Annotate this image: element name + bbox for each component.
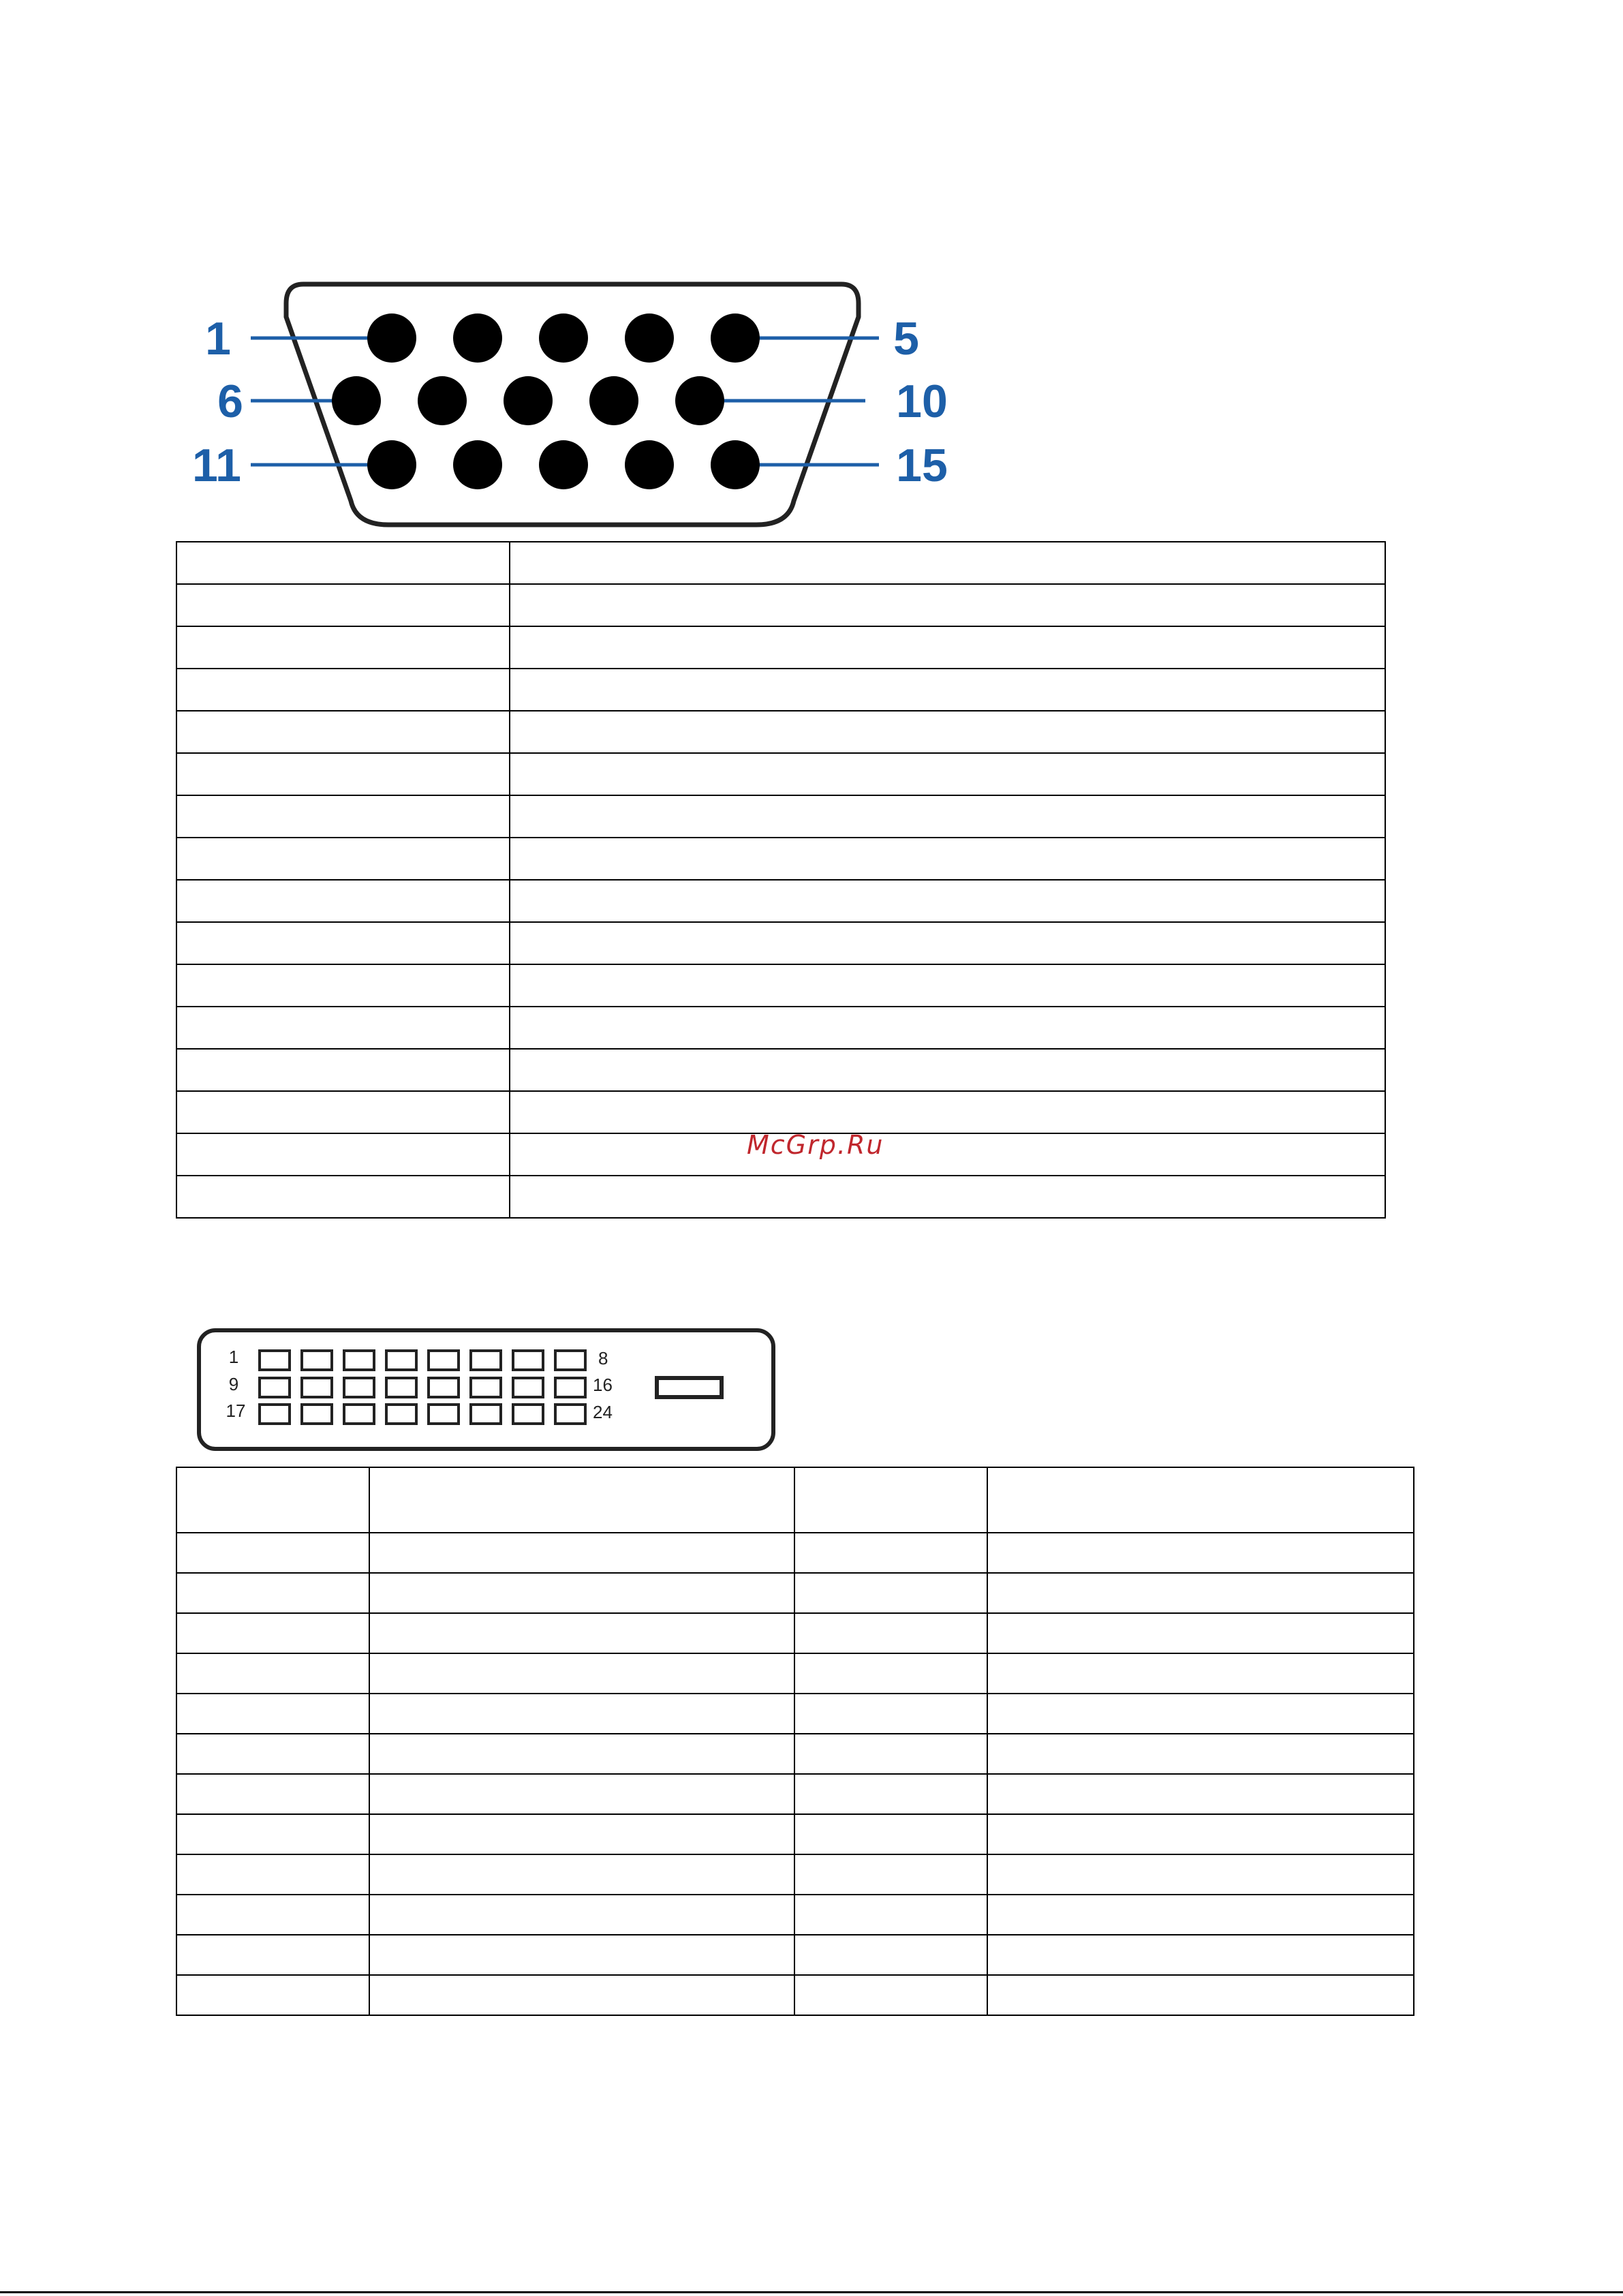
- table-cell: [510, 838, 1385, 880]
- table-row: [176, 795, 1385, 838]
- dvi-flat-blade: [657, 1378, 722, 1397]
- dvi-label-1: 1: [228, 1347, 239, 1367]
- table-cell: [176, 1895, 369, 1935]
- table-cell: [510, 964, 1385, 1007]
- dvi-pin: [386, 1351, 416, 1370]
- dvi-label-9: 9: [228, 1374, 239, 1394]
- table-row: [176, 1694, 1414, 1734]
- dvi-pin: [302, 1405, 332, 1424]
- vga-label-1: 1: [205, 313, 231, 365]
- table-cell: [369, 1694, 794, 1734]
- dvi-label-24: 24: [593, 1402, 613, 1422]
- table-row: [176, 1573, 1414, 1613]
- table-cell: [176, 1176, 510, 1218]
- table-cell: [176, 1613, 369, 1653]
- table-cell: [176, 1734, 369, 1774]
- table-cell: [510, 711, 1385, 753]
- dvi-pin: [260, 1405, 290, 1424]
- table-cell: [176, 880, 510, 922]
- table-row: [176, 542, 1385, 584]
- dvi-pin: [302, 1351, 332, 1370]
- table-cell: [987, 1935, 1414, 1975]
- table-cell: [987, 1533, 1414, 1573]
- dvi-pin: [513, 1405, 543, 1424]
- table-cell: [794, 1573, 987, 1613]
- vga-label-6: 6: [217, 376, 243, 427]
- dvi-pin: [471, 1378, 501, 1397]
- table-cell: [176, 711, 510, 753]
- table-row: [176, 584, 1385, 626]
- vga-label-15: 15: [896, 440, 948, 491]
- table-cell: [510, 626, 1385, 669]
- table-row: [176, 1613, 1414, 1653]
- table-cell: [794, 1814, 987, 1854]
- table-row: [176, 1895, 1414, 1935]
- dvi-pin: [260, 1378, 290, 1397]
- dvi-pin: [555, 1351, 585, 1370]
- table-cell: [794, 1653, 987, 1694]
- watermark: McGrp.Ru: [747, 1130, 884, 1160]
- table-row: [176, 922, 1385, 964]
- table-row: [176, 1975, 1414, 2015]
- dvi-pin: [555, 1405, 585, 1424]
- table-cell: [987, 1774, 1414, 1814]
- table-cell: [369, 1613, 794, 1653]
- table-cell: [176, 753, 510, 795]
- table-cell: [369, 1975, 794, 2015]
- table-row: [176, 669, 1385, 711]
- dvi-pin: [344, 1405, 374, 1424]
- table-cell: [510, 753, 1385, 795]
- table-row: [176, 880, 1385, 922]
- table-cell: [987, 1653, 1414, 1694]
- table-cell: [369, 1774, 794, 1814]
- table-cell: [176, 669, 510, 711]
- table-cell: [510, 1049, 1385, 1091]
- table-cell: [176, 838, 510, 880]
- vga-connector-diagram: [177, 269, 968, 535]
- table-cell: [176, 1694, 369, 1734]
- table-cell: [510, 669, 1385, 711]
- table-cell: [794, 1613, 987, 1653]
- table-cell: [794, 1533, 987, 1573]
- vga-label-5: 5: [893, 313, 919, 365]
- table-cell: [176, 1854, 369, 1895]
- table-cell: [987, 1573, 1414, 1613]
- table-cell: [369, 1467, 794, 1533]
- table-row: [176, 1854, 1414, 1895]
- vga-pin-table: [176, 541, 1386, 1219]
- table-cell: [987, 1613, 1414, 1653]
- table-cell: [794, 1694, 987, 1734]
- table-cell: [369, 1814, 794, 1854]
- vga-label-11: 11: [192, 440, 241, 491]
- dvi-pin: [471, 1351, 501, 1370]
- table-cell: [176, 1774, 369, 1814]
- table-cell: [987, 1814, 1414, 1854]
- table-row: [176, 626, 1385, 669]
- table-cell: [176, 964, 510, 1007]
- table-cell: [987, 1975, 1414, 2015]
- page-bottom-rule: [0, 2291, 1623, 2293]
- dvi-label-17: 17: [226, 1400, 246, 1421]
- table-cell: [369, 1854, 794, 1895]
- table-cell: [510, 1091, 1385, 1133]
- table-cell: [369, 1653, 794, 1694]
- table-cell: [510, 1007, 1385, 1049]
- table-cell: [794, 1895, 987, 1935]
- table-cell: [987, 1854, 1414, 1895]
- table-cell: [794, 1774, 987, 1814]
- dvi-pin: [513, 1378, 543, 1397]
- table-cell: [369, 1895, 794, 1935]
- table-cell: [794, 1975, 987, 2015]
- table-cell: [176, 1573, 369, 1613]
- dvi-pin: [555, 1378, 585, 1397]
- table-cell: [176, 795, 510, 838]
- table-row: [176, 1935, 1414, 1975]
- dvi-pin: [429, 1378, 459, 1397]
- table-cell: [510, 880, 1385, 922]
- dvi-pin: [471, 1405, 501, 1424]
- table-cell: [176, 1975, 369, 2015]
- table-cell: [794, 1734, 987, 1774]
- table-cell: [176, 1049, 510, 1091]
- dvi-pin-table: [176, 1467, 1415, 2016]
- dvi-pin: [260, 1351, 290, 1370]
- vga-label-10: 10: [896, 376, 948, 427]
- table-cell: [176, 1133, 510, 1176]
- table-row: [176, 1091, 1385, 1133]
- dvi-pin: [429, 1405, 459, 1424]
- table-cell: [510, 922, 1385, 964]
- table-cell: [510, 584, 1385, 626]
- table-row: [176, 711, 1385, 753]
- table-cell: [987, 1895, 1414, 1935]
- dvi-pin: [344, 1378, 374, 1397]
- table-cell: [176, 584, 510, 626]
- table-cell: [176, 1467, 369, 1533]
- table-row: [176, 964, 1385, 1007]
- table-row: [176, 1653, 1414, 1694]
- table-cell: [176, 922, 510, 964]
- dvi-pin: [386, 1405, 416, 1424]
- table-cell: [176, 626, 510, 669]
- table-row: [176, 1774, 1414, 1814]
- table-cell: [176, 542, 510, 584]
- table-cell: [510, 1176, 1385, 1218]
- dvi-pin: [386, 1378, 416, 1397]
- table-cell: [987, 1467, 1414, 1533]
- dvi-label-16: 16: [593, 1375, 613, 1395]
- table-row: [176, 838, 1385, 880]
- table-row: [176, 753, 1385, 795]
- table-cell: [176, 1935, 369, 1975]
- table-row: [176, 1049, 1385, 1091]
- table-row: [176, 1814, 1414, 1854]
- table-header-row: [176, 1467, 1414, 1533]
- table-cell: [176, 1653, 369, 1694]
- table-cell: [369, 1533, 794, 1573]
- table-cell: [510, 542, 1385, 584]
- table-cell: [176, 1007, 510, 1049]
- table-row: [176, 1734, 1414, 1774]
- table-cell: [987, 1734, 1414, 1774]
- table-cell: [510, 795, 1385, 838]
- table-cell: [176, 1814, 369, 1854]
- table-row: [176, 1533, 1414, 1573]
- table-row: [176, 1176, 1385, 1218]
- dvi-pin: [429, 1351, 459, 1370]
- table-cell: [794, 1935, 987, 1975]
- table-cell: [176, 1091, 510, 1133]
- table-cell: [176, 1533, 369, 1573]
- dvi-pin: [302, 1378, 332, 1397]
- dvi-pin: [344, 1351, 374, 1370]
- table-cell: [510, 1133, 1385, 1176]
- table-cell: [369, 1734, 794, 1774]
- dvi-label-8: 8: [598, 1348, 608, 1368]
- table-cell: [369, 1573, 794, 1613]
- dvi-connector-diagram: [191, 1322, 790, 1458]
- table-row: [176, 1007, 1385, 1049]
- table-cell: [987, 1694, 1414, 1734]
- dvi-pin: [513, 1351, 543, 1370]
- table-cell: [369, 1935, 794, 1975]
- table-cell: [794, 1467, 987, 1533]
- table-cell: [794, 1854, 987, 1895]
